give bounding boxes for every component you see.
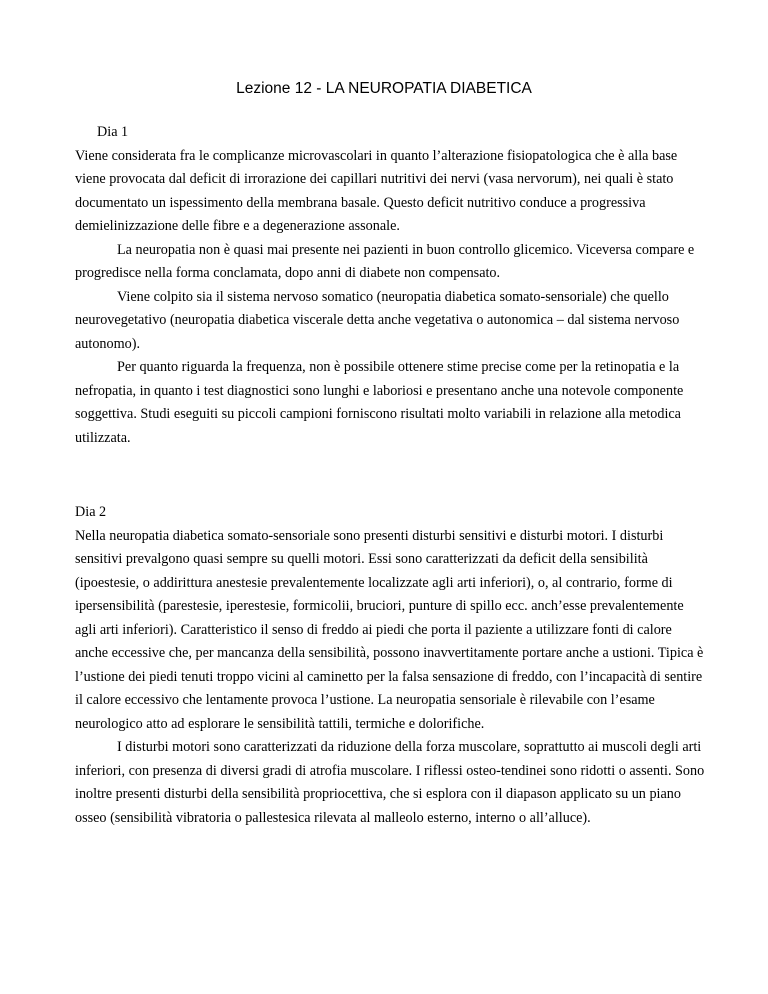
page-title: Lezione 12 - LA NEUROPATIA DIABETICA [236,80,532,97]
slide-label: Dia 2 [75,504,107,520]
paragraph: I disturbi motori sono caratterizzati da riduzione della forza muscolare, soprattutto ai muscoli degli arti inferiori, con presenza di diversi gradi di atrofia muscolare. I riflessi osteo-tendinei sono ridotti o assenti. Sono inoltre presenti disturbi della sensibilità propriocettiva, che si esplora con il diapason applicato su un piano osseo (sensibilità vibratoria o pallestesica rilevata al malleolo esterno, interno o all’alluce). [75,739,705,826]
paragraph: La neuropatia non è quasi mai presente nei pazienti in buon controllo glicemico. Viceversa compare e progredisce nella forma conclamata, dopo anni di diabete non compensato. [75,241,695,281]
paragraph: Nella neuropatia diabetica somato-sensoriale sono presenti disturbi sensitivi e disturbi motori. I disturbi sensitivi prevalgono quasi sempre su quelli motori. Essi sono caratterizzati da deficit della sensibilità (ipoestesie, o addirittura anestesie prevalentemente localizzate agli arti inferiori), o, al contrario, forme di ipersensibilità (parestesie, iperestesie, formicolii, bruciori, punture di spillo ecc. anch’esse prevalentemente agli arti inferiori). Caratteristico il senso di freddo ai piedi che porta il paziente a utilizzare fonti di calore anche eccessive che, per mancanza della sensibilità, possono inavvertitamente portare anche a ustioni. Tipica è l’ustione dei piedi tenuti troppo vicini al caminetto per la falsa sensazione di freddo, con l’incapacità di sentire il calore eccessivo che lentamente provoca l’ustione. La neuropatia sensoriale è rilevabile con l’esame neurologico atto ad esplorare le sensibilità tattili, termiche e dolorifiche. [75,527,704,732]
section-dia-2 [75,501,707,830]
paragraph: Viene considerata fra le complicanze microvascolari in quanto l’alterazione fisiopatologica che è alla base viene provocata dal deficit di irrorazione dei capillari nutritivi dei nervi (vasa nervorum), nei quali è stato documentato un ispessimento della membrana basale. Questo deficit nutritivo conduce a progressiva demielinizzazione delle fibre e a degenerazione assonale. [75,147,678,234]
paragraph: Per quanto riguarda la frequenza, non è possibile ottenere stime precise come per la retinopatia e la nefropatia, in quanto i test diagnostici sono lunghi e laboriosi e presentano anche una notevole componente soggettiva. Studi eseguiti su piccoli campioni forniscono risultati molto variabili in relazione alla metodica utilizzata. [75,359,684,446]
section-dia-1 [75,121,707,450]
paragraph: Viene colpito sia il sistema nervoso somatico (neuropatia diabetica somato-sensoriale) che quello neurovegetativo (neuropatia diabetica viscerale detta anche vegetativa o autonomica – dal sistema nervoso autonomo). [75,288,680,352]
slide-label: Dia 1 [97,124,129,140]
